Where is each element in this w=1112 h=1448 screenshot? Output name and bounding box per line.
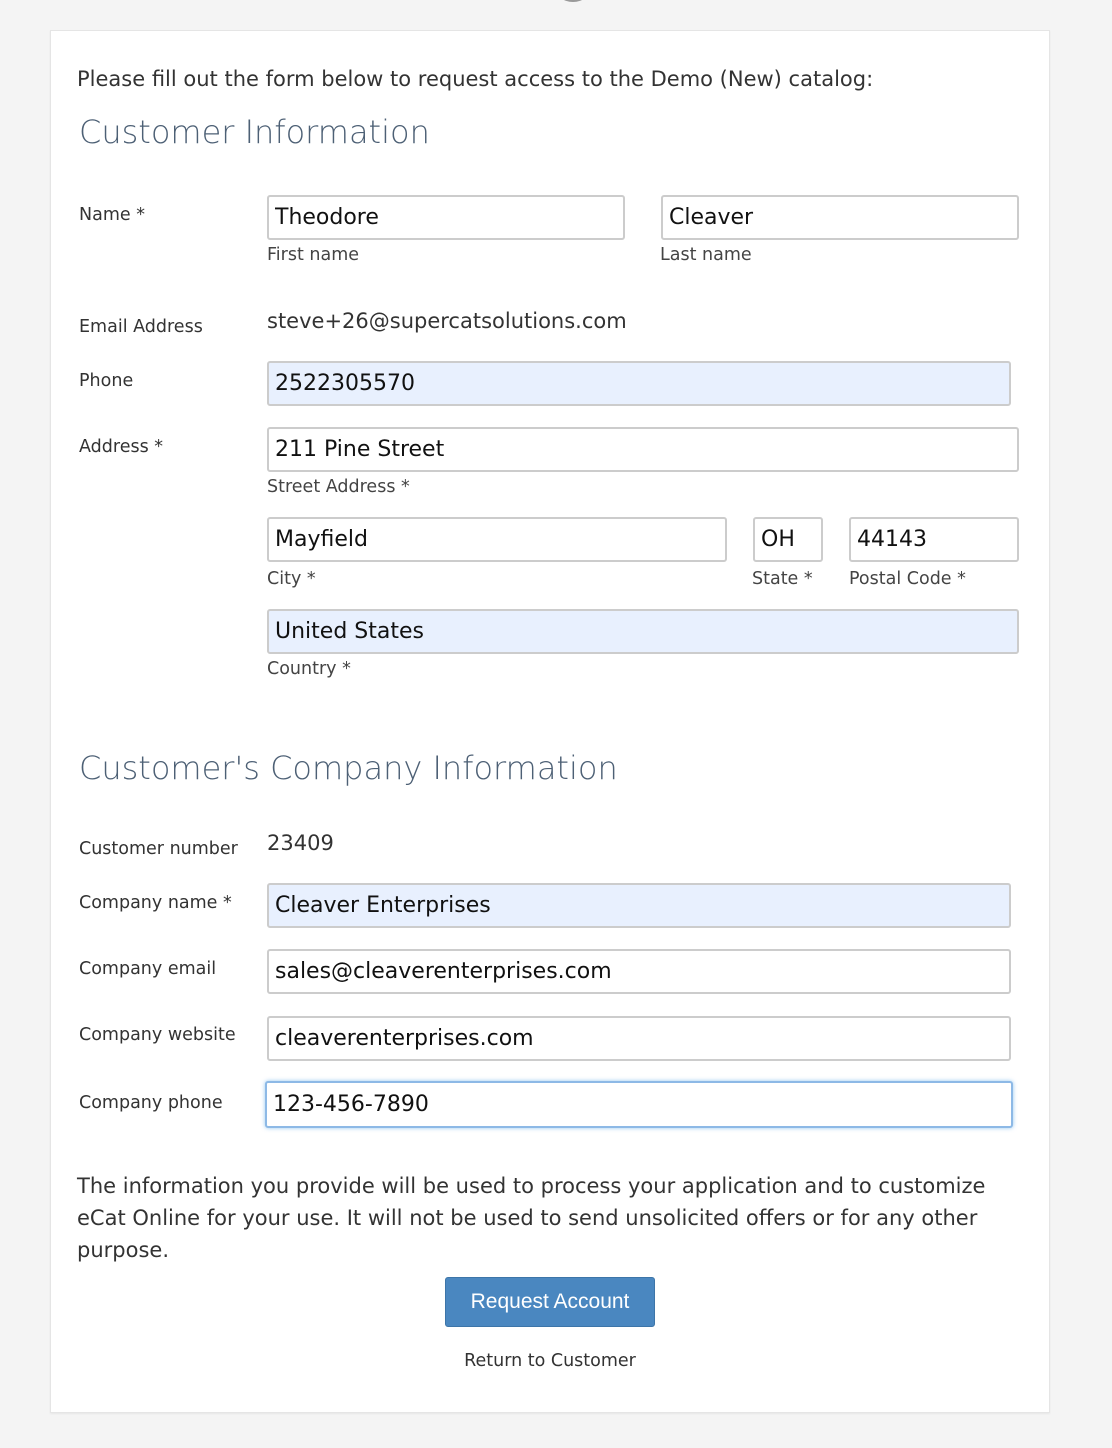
country-input[interactable] — [267, 609, 1019, 654]
state-input[interactable] — [753, 517, 823, 562]
address-label: Address * — [79, 437, 164, 457]
email-value: steve+26@supercatsolutions.com — [267, 309, 627, 333]
city-input[interactable] — [267, 517, 727, 562]
company-name-label: Company name * — [79, 893, 232, 913]
street-address-sublabel: Street Address * — [267, 477, 410, 497]
customer-number-label: Customer number — [79, 839, 238, 859]
city-sublabel: City * — [267, 569, 316, 589]
company-name-input[interactable] — [267, 883, 1011, 928]
request-account-button[interactable]: Request Account — [445, 1277, 655, 1327]
last-name-input[interactable] — [661, 195, 1019, 240]
postal-code-input[interactable] — [849, 517, 1019, 562]
company-email-label: Company email — [79, 959, 217, 979]
first-name-sublabel: First name — [267, 245, 360, 265]
privacy-notice: The information you provide will be used to process your application and to customize eCat Online for your use. It will not be used to send unsolicited offers or for any other purpose. — [77, 1174, 986, 1262]
customer-info-title: Customer Information — [79, 113, 430, 151]
top-partial-icon — [555, 0, 591, 2]
company-phone-input[interactable] — [265, 1081, 1013, 1128]
customer-number-value: 23409 — [267, 831, 334, 855]
first-name-input[interactable] — [267, 195, 625, 240]
intro-text: Please fill out the form below to request access to the Demo (New) catalog: — [77, 67, 874, 91]
request-form-card — [50, 30, 1050, 1413]
phone-label: Phone — [79, 371, 134, 391]
name-label: Name * — [79, 205, 145, 225]
email-label: Email Address — [79, 317, 203, 337]
postal-code-sublabel: Postal Code * — [849, 569, 966, 589]
last-name-sublabel: Last name — [660, 245, 752, 265]
phone-input[interactable] — [267, 361, 1011, 406]
street-address-input[interactable] — [267, 427, 1019, 472]
country-sublabel: Country * — [267, 659, 351, 679]
company-email-input[interactable] — [267, 949, 1011, 994]
company-info-title: Customer's Company Information — [79, 749, 618, 787]
company-website-input[interactable] — [267, 1016, 1011, 1061]
company-phone-label: Company phone — [79, 1093, 223, 1113]
company-website-label: Company website — [79, 1025, 236, 1045]
state-sublabel: State * — [752, 569, 813, 589]
return-to-customer-link[interactable]: Return to Customer — [464, 1351, 636, 1371]
